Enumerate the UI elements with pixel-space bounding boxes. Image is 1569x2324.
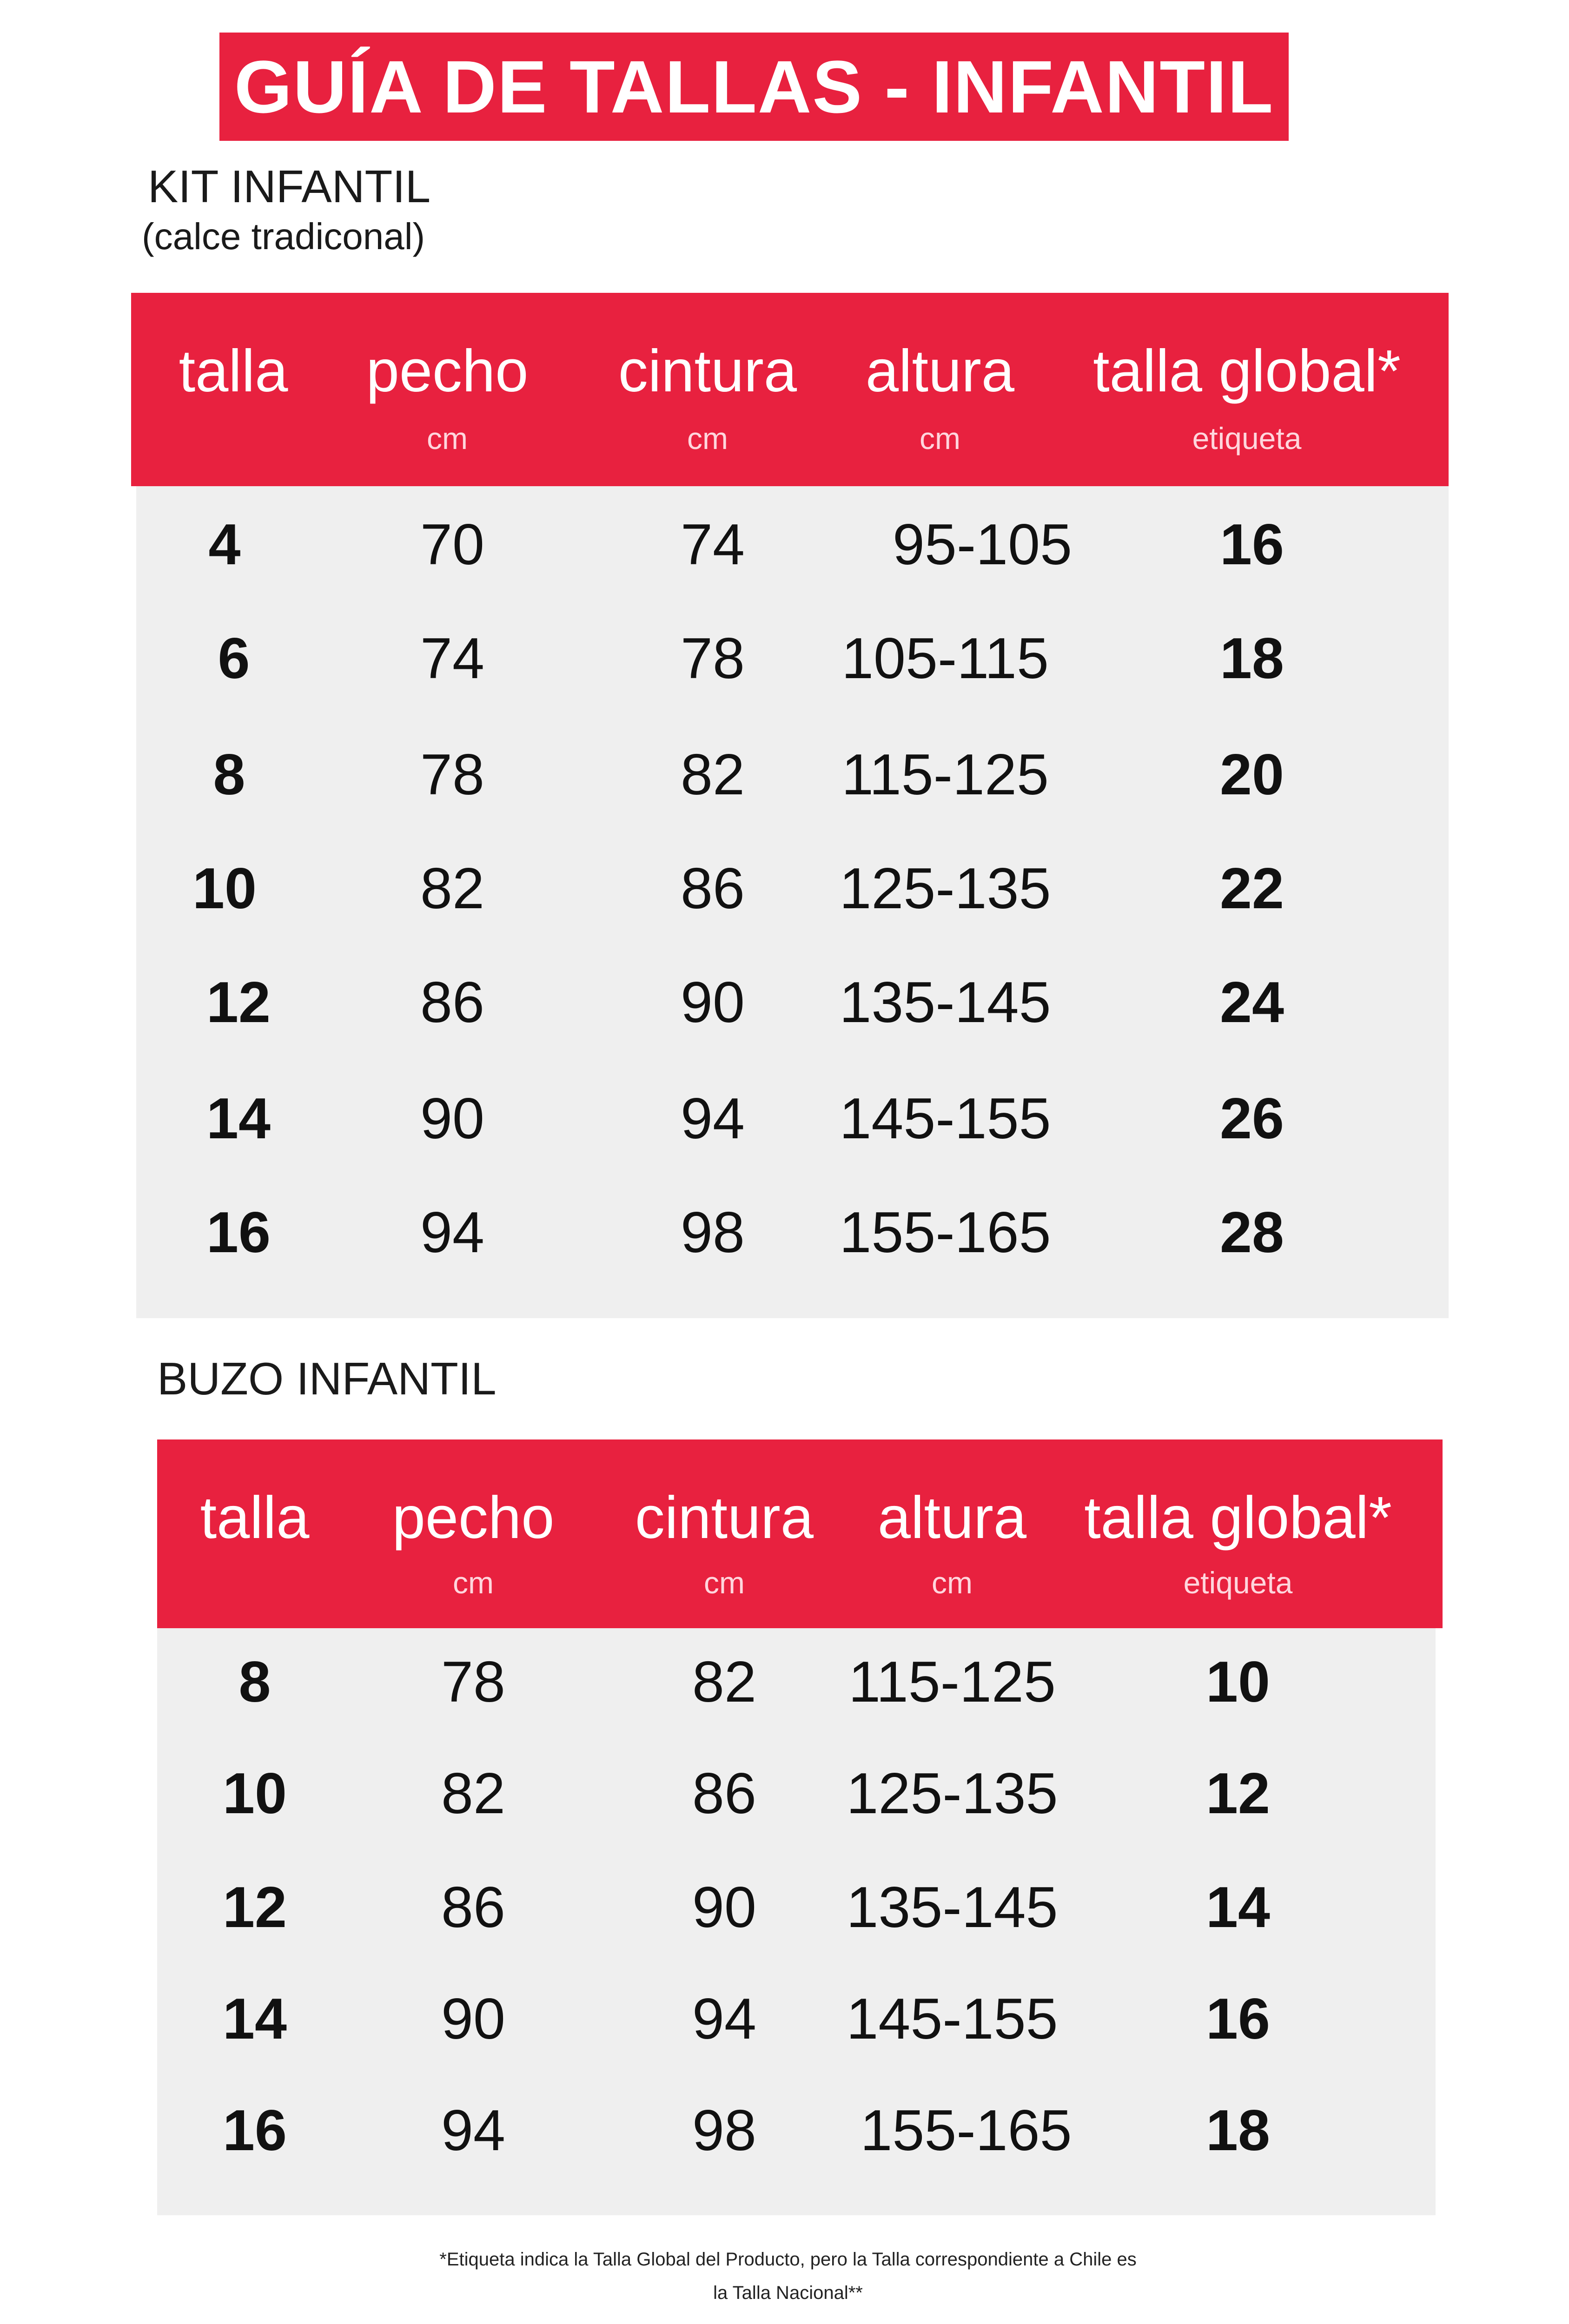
table-cell: 145-155 (839, 1087, 1051, 1151)
buzo-table-header (157, 1439, 1443, 1628)
column-header-unit: cm (453, 1565, 494, 1600)
kit-table-header (131, 293, 1449, 486)
table-cell: 24 (1220, 971, 1284, 1035)
table-cell: 22 (1220, 857, 1284, 921)
table-cell: 145-155 (846, 1987, 1058, 2051)
footnote-line-1: *Etiqueta indica la Talla Global del Producto, pero la Talla correspondiente a Chile es (439, 2249, 1137, 2270)
kit-section-sublabel: (calce tradiconal) (142, 216, 425, 257)
table-cell: 6 (218, 627, 250, 691)
table-cell: 90 (420, 1087, 484, 1151)
footnote (370, 2243, 1206, 2310)
table-cell: 16 (1206, 1987, 1270, 2051)
table-cell: 86 (441, 1875, 505, 1940)
table-cell: 94 (420, 1201, 484, 1265)
column-header-unit: cm (687, 421, 728, 456)
column-header-title: altura (877, 1485, 1027, 1551)
table-cell: 74 (420, 627, 484, 691)
kit-section-label: KIT INFANTIL (148, 161, 431, 212)
table-cell: 14 (1206, 1875, 1270, 1940)
column-header-title: talla (200, 1485, 310, 1551)
table-cell: 12 (223, 1875, 287, 1940)
table-cell: 12 (206, 971, 271, 1035)
table-cell: 135-145 (846, 1875, 1058, 1940)
column-header-unit: etiqueta (1192, 421, 1302, 456)
table-cell: 95-105 (892, 513, 1072, 577)
page-title: GUÍA DE TALLAS - INFANTIL (234, 45, 1274, 128)
table-cell: 14 (223, 1987, 287, 2051)
table-cell: 155-165 (839, 1201, 1051, 1265)
table-cell: 70 (420, 513, 484, 577)
table-cell: 105-115 (841, 627, 1049, 691)
table-cell: 82 (692, 1650, 756, 1714)
column-header-title: cintura (618, 338, 797, 404)
column-header-title: talla (179, 338, 288, 404)
table-cell: 16 (1220, 513, 1284, 577)
table-cell: 86 (692, 1762, 756, 1826)
table-cell: 78 (681, 627, 745, 691)
table-cell: 16 (206, 1201, 271, 1265)
table-cell: 90 (681, 971, 745, 1035)
table-cell: 125-135 (839, 857, 1051, 921)
table-cell: 74 (681, 513, 745, 577)
table-cell: 18 (1220, 627, 1284, 691)
column-header-unit: cm (704, 1565, 745, 1600)
column-header-title: talla global* (1084, 1485, 1392, 1551)
column-header-title: pecho (366, 338, 529, 404)
table-cell: 10 (1206, 1650, 1270, 1714)
title-banner (219, 33, 1289, 141)
column-header-unit: etiqueta (1183, 1565, 1293, 1600)
table-cell: 4 (208, 513, 241, 577)
table-cell: 98 (681, 1201, 745, 1265)
column-header-title: pecho (392, 1485, 555, 1551)
table-cell: 28 (1220, 1201, 1284, 1265)
table-cell: 98 (692, 2099, 756, 2163)
table-cell: 16 (223, 2099, 287, 2163)
table-cell: 20 (1220, 743, 1284, 807)
table-cell: 78 (441, 1650, 505, 1714)
table-cell: 8 (213, 743, 245, 807)
table-cell: 18 (1206, 2099, 1270, 2163)
table-cell: 94 (441, 2099, 505, 2163)
column-header-title: cintura (635, 1485, 814, 1551)
kit-table-body (136, 486, 1449, 1318)
table-cell: 86 (420, 971, 484, 1035)
table-cell: 86 (681, 857, 745, 921)
table-cell: 12 (1206, 1762, 1270, 1826)
table-cell: 115-125 (841, 743, 1049, 807)
table-cell: 135-145 (839, 971, 1051, 1035)
table-cell: 82 (681, 743, 745, 807)
column-header-title: altura (865, 338, 1015, 404)
table-cell: 26 (1220, 1087, 1284, 1151)
column-header-title: talla global* (1093, 338, 1401, 404)
column-header-unit: cm (427, 421, 468, 456)
table-cell: 90 (692, 1875, 756, 1940)
table-cell: 8 (238, 1650, 271, 1714)
table-cell: 14 (206, 1087, 271, 1151)
buzo-table-body (157, 1628, 1436, 2215)
table-cell: 125-135 (846, 1762, 1058, 1826)
table-cell: 10 (192, 857, 257, 921)
column-header-unit: cm (920, 421, 960, 456)
table-cell: 155-165 (860, 2099, 1072, 2163)
buzo-section-label: BUZO INFANTIL (157, 1353, 497, 1404)
table-cell: 10 (223, 1762, 287, 1826)
table-cell: 82 (441, 1762, 505, 1826)
table-cell: 115-125 (848, 1650, 1056, 1714)
table-cell: 82 (420, 857, 484, 921)
column-header-unit: cm (932, 1565, 973, 1600)
table-cell: 94 (681, 1087, 745, 1151)
footnote-line-2: la Talla Nacional** (713, 2283, 863, 2303)
table-cell: 94 (692, 1987, 756, 2051)
table-cell: 78 (420, 743, 484, 807)
table-cell: 90 (441, 1987, 505, 2051)
